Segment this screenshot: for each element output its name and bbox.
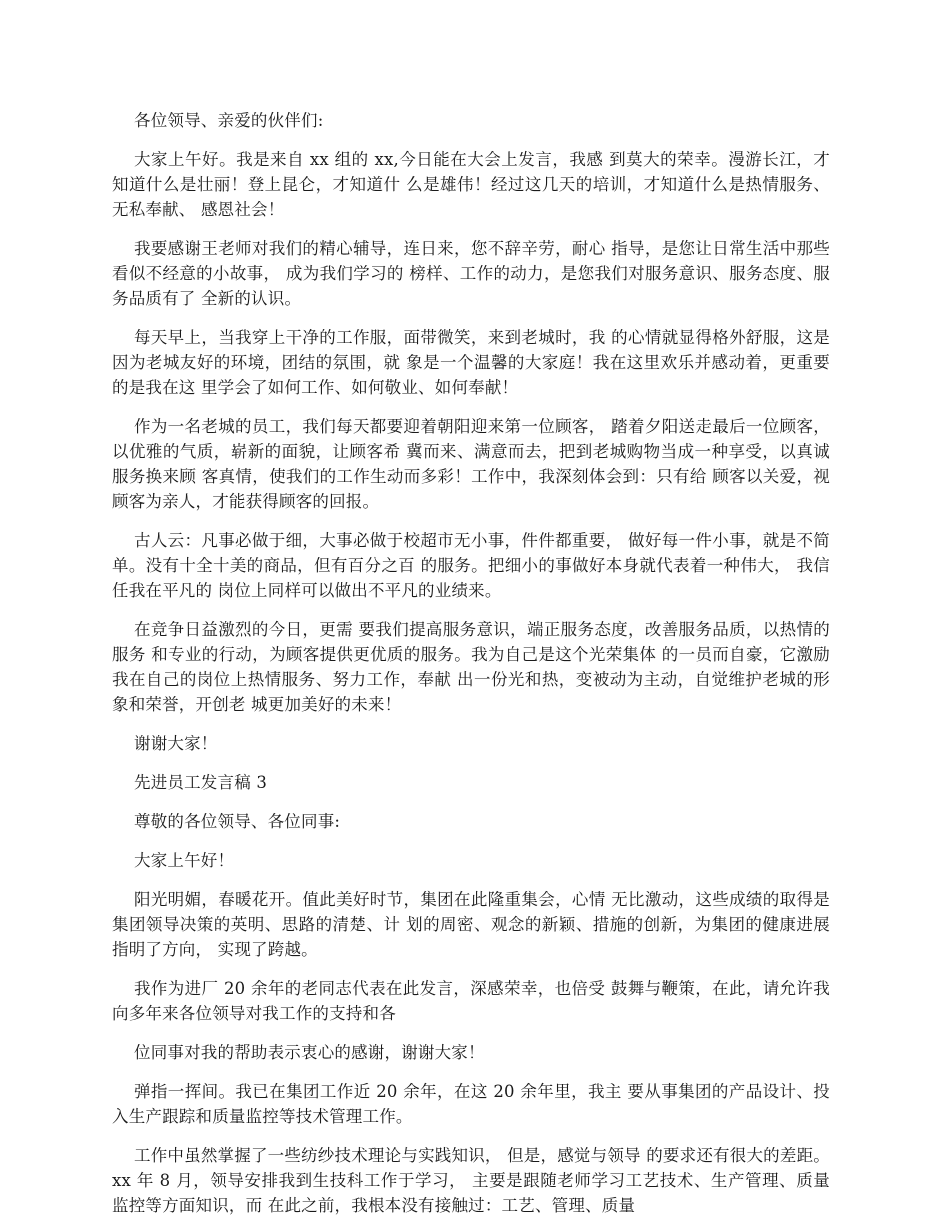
paragraph-thanks-teacher: 我要感谢王老师对我们的精心辅导，连日来，您不辞辛劳，耐心 指导，是您让日常生活中那些看似不经意的小故事， 成为我们学习的 榜样、工作的动力，是您我们对服务意识、服务态度、服务品质有了 全新的认识。	[112, 239, 830, 308]
paragraph-employee: 作为一名老城的员工，我们每天都要迎着朝阳迎来第一位顾客， 踏着夕阳送走最后一位顾客，以优雅的气质，崭新的面貌，让顾客希 冀而来、满意而去，把到老城购物当成一种享受，以真诚服务换来顾 客真情，使我们的工作生动而多彩！工作中，我深刻体会到：只有给 顾客以关爱，视顾客为亲人，才能获得顾客的回报。	[112, 417, 830, 511]
paragraph-career: 弹指一挥间。我已在集团工作近 20 余年，在这 20 余年里，我主 要从事集团的产品设计、投入生产跟踪和质量监控等技术管理工作。	[112, 1082, 830, 1126]
paragraph-competition: 在竞争日益激烈的今日，更需 要我们提高服务意识，端正服务态度，改善服务品质，以热情的服务 和专业的行动，为顾客提供更优质的服务。我为自己是这个光荣集体 的一员而自豪，它激励我在自己的岗位上热情服务、努力工作，奉献 出一份光和热，变被动为主动，自觉维护老城的形象和荣誉，开创老 城更加美好的未来！	[112, 620, 830, 714]
paragraph-learning: 工作中虽然掌握了一些纺纱技术理论与实践知识， 但是，感觉与领导 的要求还有很大的差距。xx 年 8 月，领导安排我到生技科工作于学习， 主要是跟随老师学习工艺技术、生产管理、质量监控等方面知识，而 在此之前，我根本没有接触过：工艺、管理、质量	[112, 1146, 830, 1215]
good-morning: 大家上午好！	[134, 851, 235, 870]
paragraph-morning: 每天早上，当我穿上干净的工作服，面带微笑，来到老城时，我 的心情就显得格外舒服，这是因为老城友好的环境，团结的氛围，就 象是一个温馨的大家庭！我在这里欢乐并感动着，更重要的是我在这 里学会了如何工作、如何敬业、如何奉献！	[112, 328, 830, 397]
closing-thanks: 谢谢大家！	[134, 734, 218, 753]
paragraph-opening: 大家上午好。我是来自 xx 组的 xx,今日能在大会上发言，我感 到莫大的荣幸。漫游长江，才知道什么是壮丽！登上昆仑，才知道什 么是雄伟！经过这几天的培训，才知道什么是热情服务、无私奉献、 感恩社会！	[112, 150, 830, 219]
greeting-2: 尊敬的各位领导、各位同事:	[134, 812, 341, 831]
paragraph-colleagues: 位同事对我的帮助表示衷心的感谢，谢谢大家！	[134, 1043, 485, 1062]
paragraph-proverb: 古人云：凡事必做于细，大事必做于校超市无小事，件件都重要， 做好每一件小事，就是不简单。没有十全十美的商品，但有百分之百 的服务。把细小的事做好本身就代表着一种伟大， 我信任我在平凡的 岗位上同样可以做出不平凡的业绩来。	[112, 531, 830, 600]
paragraph-spring: 阳光明媚，春暖花开。值此美好时节，集团在此隆重集会，心情 无比激动，这些成绩的取得是集团领导决策的英明、思路的清楚、计 划的周密、观念的新颖、措施的创新，为集团的健康进展指明了方向， 实现了跨越。	[112, 890, 830, 959]
greeting: 各位领导、亲爱的伙伴们:	[134, 111, 324, 130]
section-title: 先进员工发言稿 3	[134, 773, 268, 792]
paragraph-veteran: 我作为进厂 20 余年的老同志代表在此发言，深感荣幸，也倍受 鼓舞与鞭策，在此，请允许我向多年来各位领导对我工作的支持和各	[112, 979, 830, 1023]
